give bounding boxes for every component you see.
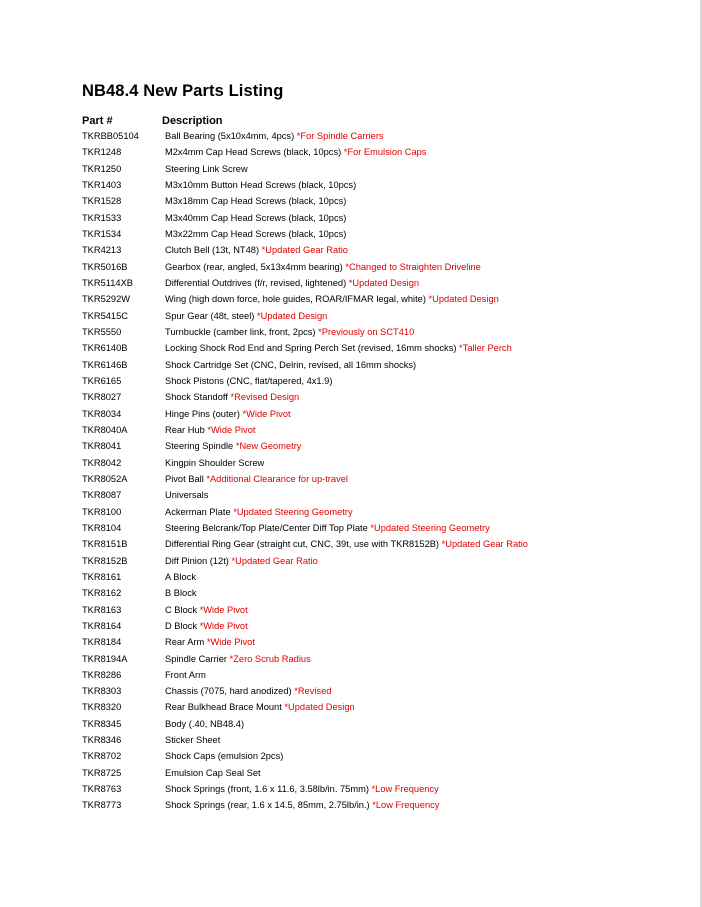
change-note: *Additional Clearance for up-travel	[206, 473, 348, 484]
part-number: TKR1534	[82, 228, 122, 239]
part-number: TKR6165	[82, 375, 122, 386]
parts-row	[82, 765, 682, 781]
change-note: *Updated Design	[257, 310, 328, 321]
part-number: TKR8763	[82, 784, 122, 795]
change-note: *Updated Steering Geometry	[370, 522, 490, 533]
part-description	[165, 487, 208, 503]
description-text: Hinge Pins (outer)	[165, 408, 240, 419]
change-note: *Updated Gear Ratio	[441, 539, 528, 550]
change-note: *Wide Pivot	[206, 637, 255, 648]
part-description	[165, 259, 481, 275]
part-number: TKR1250	[82, 163, 122, 174]
part-number: TKR1533	[82, 212, 122, 223]
part-number: TKR8303	[82, 686, 122, 697]
change-note: *Revised	[294, 686, 332, 697]
change-note: *Low Frequency	[372, 800, 440, 811]
parts-row	[82, 667, 682, 683]
description-text: M3x18mm Cap Head Screws (black, 10pcs)	[165, 196, 347, 207]
description-text: Ackerman Plate	[165, 506, 231, 517]
part-number: TKR4213	[82, 245, 122, 256]
change-note: *Updated Design	[284, 702, 355, 713]
part-number: TKR8194A	[82, 653, 128, 664]
part-number: TKR5415C	[82, 310, 128, 321]
description-text: Front Arm	[165, 669, 206, 680]
change-note: *Updated Steering Geometry	[233, 506, 353, 517]
parts-row	[82, 732, 682, 748]
part-number: TKRBB05104	[82, 131, 139, 141]
part-description	[165, 471, 348, 487]
part-number: TKR8163	[82, 604, 122, 615]
part-description	[165, 340, 512, 356]
description-text: Rear Arm	[165, 637, 205, 648]
part-description	[165, 422, 255, 438]
parts-row	[82, 716, 682, 732]
parts-row	[82, 602, 682, 618]
part-description	[165, 651, 311, 667]
description-text: Universals	[165, 490, 209, 501]
part-description	[165, 602, 248, 618]
part-number: TKR8052A	[82, 473, 128, 484]
parts-row	[82, 193, 682, 209]
part-description	[165, 291, 499, 307]
description-text: Shock Standoff	[165, 392, 228, 403]
description-text: Emulsion Cap Seal Set	[165, 767, 261, 778]
part-number: TKR8725	[82, 767, 122, 778]
part-description	[165, 536, 528, 552]
parts-row	[82, 699, 682, 715]
parts-row	[82, 651, 682, 667]
description-text: Kingpin Shoulder Screw	[165, 457, 265, 468]
part-description	[165, 373, 332, 389]
part-number: TKR8027	[82, 392, 122, 403]
part-number: TKR1528	[82, 196, 122, 207]
description-text: Sticker Sheet	[165, 735, 221, 746]
change-note: *Changed to Straighten Driveline	[345, 261, 481, 272]
part-number: TKR1248	[82, 147, 122, 158]
part-description	[165, 210, 346, 226]
part-description	[165, 699, 355, 715]
part-description	[165, 732, 220, 748]
description-text: Gearbox (rear, angled, 5x13x4mm bearing)	[165, 261, 343, 272]
description-text: Rear Hub	[165, 424, 205, 435]
parts-row	[82, 471, 682, 487]
description-text: Shock Springs (rear, 1.6 x 14.5, 85mm, 2.75lb/in.)	[165, 800, 370, 811]
parts-row	[82, 340, 682, 356]
part-description	[165, 683, 331, 699]
parts-row	[82, 618, 682, 634]
description-text: Differential Outdrives (f/r, revised, lightened)	[165, 277, 347, 288]
part-description	[165, 144, 426, 160]
part-description	[165, 226, 346, 242]
part-number: TKR8161	[82, 571, 122, 582]
description-text: Diff Pinion (12t)	[165, 555, 229, 566]
description-text: Pivot Ball	[165, 473, 204, 484]
parts-row	[82, 308, 682, 324]
description-text: Shock Caps (emulsion 2pcs)	[165, 751, 284, 762]
description-text: C Block	[165, 604, 198, 615]
part-number: TKR8320	[82, 702, 122, 713]
part-description	[165, 324, 414, 340]
description-text: Chassis (7075, hard anodized)	[165, 686, 292, 697]
parts-row	[82, 487, 682, 503]
description-text: Differential Ring Gear (straight cut, CNC, 39t, use with TKR8152B)	[165, 539, 440, 550]
parts-row	[82, 226, 682, 242]
change-note: *For Spindle Carriers	[296, 131, 384, 141]
parts-list	[82, 128, 682, 814]
part-description	[165, 618, 248, 634]
change-note: *Updated Design	[428, 294, 499, 305]
change-note: *Revised Design	[230, 392, 300, 403]
part-description	[165, 193, 346, 209]
change-note: *Wide Pivot	[242, 408, 291, 419]
part-description	[165, 128, 384, 144]
description-text: Steering Belcrank/Top Plate/Center Diff Top Plate	[165, 522, 368, 533]
parts-row	[82, 683, 682, 699]
description-text: Wing (high down force, hole guides, ROAR/IFMAR legal, white)	[165, 294, 426, 305]
part-number: TKR5550	[82, 326, 122, 337]
change-note: *Wide Pivot	[207, 424, 256, 435]
part-description	[165, 797, 439, 813]
part-description	[165, 161, 248, 177]
parts-row	[82, 242, 682, 258]
part-description	[165, 308, 327, 324]
parts-row	[82, 634, 682, 650]
part-description	[165, 553, 318, 569]
description-text: M3x40mm Cap Head Screws (black, 10pcs)	[165, 212, 347, 223]
part-description	[165, 406, 291, 422]
part-number: TKR8286	[82, 669, 122, 680]
change-note: *Updated Design	[348, 277, 420, 288]
change-note: *New Geometry	[235, 441, 302, 452]
parts-row	[82, 504, 682, 520]
part-description	[165, 569, 196, 585]
part-description	[165, 765, 261, 781]
part-number: TKR8104	[82, 522, 122, 533]
part-number: TKR8346	[82, 735, 122, 746]
change-note: *Updated Gear Ratio	[231, 555, 318, 566]
parts-row	[82, 585, 682, 601]
part-description	[165, 455, 264, 471]
description-header: Description	[162, 115, 223, 127]
description-text: Locking Shock Rod End and Spring Perch Set (revised, 16mm shocks)	[165, 343, 457, 354]
description-text: Clutch Bell (13t, NT48)	[165, 245, 260, 256]
parts-row	[82, 389, 682, 405]
part-number: TKR8152B	[82, 555, 128, 566]
part-description	[165, 357, 416, 373]
part-number: TKR6146B	[82, 359, 128, 370]
description-text: Steering Spindle	[165, 441, 234, 452]
description-text: D Block	[165, 620, 198, 631]
part-description	[165, 667, 206, 683]
part-number: TKR8773	[82, 800, 122, 811]
change-note: *Taller Perch	[459, 343, 512, 354]
part-description	[165, 389, 299, 405]
part-number: TKR5016B	[82, 261, 128, 272]
part-number: TKR8702	[82, 751, 122, 762]
parts-row	[82, 357, 682, 373]
parts-row	[82, 781, 682, 797]
description-text: Rear Bulkhead Brace Mount	[165, 702, 282, 713]
parts-row	[82, 536, 682, 552]
part-number: TKR8184	[82, 637, 122, 648]
parts-row	[82, 291, 682, 307]
part-number: TKR8034	[82, 408, 122, 419]
parts-row	[82, 144, 682, 160]
parts-row	[82, 275, 682, 291]
parts-row	[82, 569, 682, 585]
description-text: Ball Bearing (5x10x4mm, 4pcs)	[165, 131, 295, 141]
description-text: Spindle Carrier	[165, 653, 228, 664]
description-text: M2x4mm Cap Head Screws (black, 10pcs)	[165, 147, 342, 158]
part-description	[165, 242, 348, 258]
description-text: Shock Springs (front, 1.6 x 11.6, 3.58lb/in. 75mm)	[165, 784, 369, 795]
part-number: TKR8162	[82, 588, 122, 599]
parts-row	[82, 128, 682, 144]
part-number: TKR8040A	[82, 424, 128, 435]
part-number: TKR8100	[82, 506, 122, 517]
part-description	[165, 438, 301, 454]
part-number: TKR5114XB	[82, 277, 133, 288]
change-note: *Wide Pivot	[199, 620, 248, 631]
change-note: *Previously on SCT410	[318, 326, 415, 337]
parts-row	[82, 438, 682, 454]
parts-row	[82, 553, 682, 569]
part-description	[165, 716, 244, 732]
description-text: Steering Link Screw	[165, 163, 248, 174]
description-text: A Block	[165, 571, 197, 582]
change-note: *Zero Scrub Radius	[229, 653, 311, 664]
parts-row	[82, 422, 682, 438]
part-number: TKR8087	[82, 490, 122, 501]
part-number: TKR6140B	[82, 343, 128, 354]
change-note: *Low Frequency	[371, 784, 439, 795]
parts-row	[82, 259, 682, 275]
parts-row	[82, 210, 682, 226]
description-text: Turnbuckle (camber link, front, 2pcs)	[165, 326, 316, 337]
part-description	[165, 748, 283, 764]
change-note: *Updated Gear Ratio	[261, 245, 348, 256]
part-description	[165, 634, 255, 650]
part-number: TKR8042	[82, 457, 122, 468]
description-text: Shock Pistons (CNC, flat/tapered, 4x1.9)	[165, 375, 333, 386]
parts-row	[82, 748, 682, 764]
description-text: M3x10mm Button Head Screws (black, 10pcs)	[165, 179, 357, 190]
part-description	[165, 781, 439, 797]
part-number: TKR5292W	[82, 294, 131, 305]
parts-row	[82, 324, 682, 340]
part-number: TKR8164	[82, 620, 122, 631]
description-text: B Block	[165, 588, 197, 599]
parts-row	[82, 373, 682, 389]
part-number: TKR8151B	[82, 539, 128, 550]
parts-row	[82, 161, 682, 177]
page-title: NB48.4 New Parts Listing	[82, 82, 284, 100]
parts-row	[82, 177, 682, 193]
change-note: *Wide Pivot	[199, 604, 248, 615]
part-description	[165, 177, 356, 193]
parts-row	[82, 406, 682, 422]
part-number: TKR8041	[82, 441, 122, 452]
part-number-header: Part #	[82, 115, 113, 127]
description-text: Spur Gear (48t, steel)	[165, 310, 255, 321]
part-description	[165, 504, 353, 520]
parts-row	[82, 455, 682, 471]
part-description	[165, 585, 197, 601]
description-text: M3x22mm Cap Head Screws (black, 10pcs)	[165, 228, 347, 239]
description-text: Shock Cartridge Set (CNC, Delrin, revised, all 16mm shocks)	[165, 359, 417, 370]
part-description	[165, 275, 419, 291]
part-description	[165, 520, 490, 536]
part-number: TKR1403	[82, 179, 122, 190]
change-note: *For Emulsion Caps	[343, 147, 427, 158]
parts-row	[82, 520, 682, 536]
description-text: Body (.40, NB48.4)	[165, 718, 245, 729]
part-number: TKR8345	[82, 718, 122, 729]
parts-row	[82, 797, 682, 813]
